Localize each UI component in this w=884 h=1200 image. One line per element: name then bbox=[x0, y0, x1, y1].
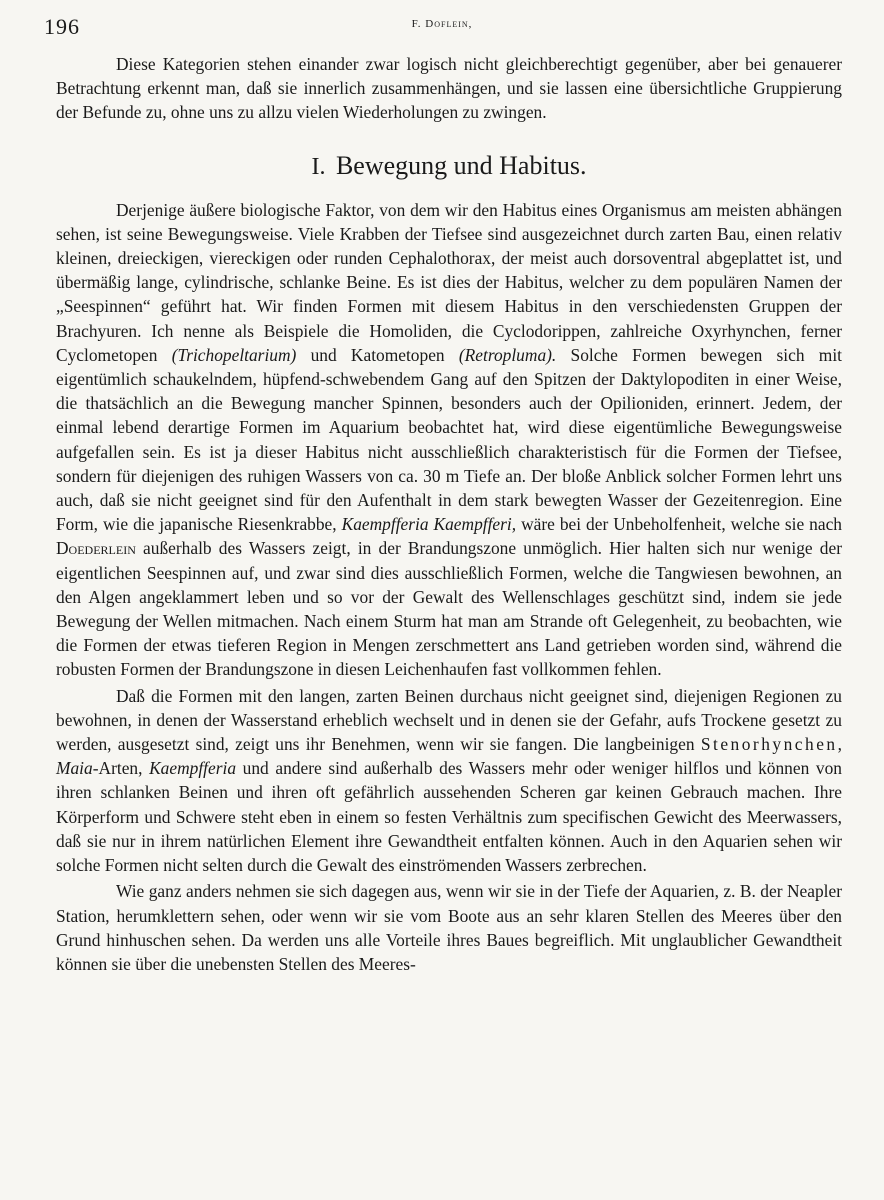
paragraph-1-text-a: Derjenige äußere biologische Faktor, von dem wir den Habitus eines Organismus am meisten abhängen sehen, ist seine Bewegungsweise. Viele Krabben der Tiefsee sind ausgezeichnet durch zarten Bau, einen relativ kleinen, dreieckigen, viereckigen oder runden Cephalothorax, der meist auch dorsoventral abgeplattet ist, und übermäßig lange, cylindrische, schlanke Beine. Es ist dies der Habitus, welcher zu dem populären Namen der „Seespinnen“ geführt hat. Wir finden Formen mit diesem Habitus in den verschiedensten Gruppen der Brachyuren. Ich nenne als Beispiele die Homoliden, die Cyclodorippen, zahlreiche Oxyrhynchen, ferner Cyclometopen bbox=[56, 199, 842, 365]
paragraph-3: Wie ganz anders nehmen sie sich dagegen aus, wenn wir sie in der Tiefe der Aquarien, z. B. der Neapler Station, herumklettern sehen, oder wenn wir sie vom Boote aus an sehr klaren Stellen des Meeres über den Grund hinhuschen sehen. Da werden uns alle Vorteile ihres Baues begreiflich. Mit unglaublicher Gewandtheit können sie über die unebensten Stellen des Meeres- bbox=[56, 881, 842, 974]
paragraph-1-text-d: wäre bei der Unbeholfenheit, welche sie nach bbox=[516, 514, 842, 535]
paragraph-1 bbox=[56, 198, 842, 682]
section-heading bbox=[56, 151, 842, 182]
paragraph-2 bbox=[56, 684, 842, 878]
paragraph-2-text-c: -Arten, bbox=[92, 758, 150, 779]
intro-paragraph: Diese Kategorien stehen einander zwar logisch nicht gleichberechtigt gegenüber, aber bei genauerer Betrachtung erkennt man, daß sie innerlich zusammenhängen, und sie lassen eine übersichtliche Gruppierung der Befunde zu, ohne uns zu allzu vielen Wiederholungen zu zwingen. bbox=[56, 54, 842, 123]
paragraph-1-text-b: und Katometopen bbox=[296, 344, 459, 365]
paragraph-2-text-a: Daß die Formen mit den langen, zarten Beinen durchaus nicht geeignet sind, diejenigen Regionen zu bewohnen, in denen der Wasserstand erheblich wechselt und in denen sie der Gefahr, aufs Trockene gesetzt zu werden, ausgesetzt sind, zeigt uns ihr Benehmen, wenn wir sie fangen. Die langbeinigen bbox=[56, 685, 842, 755]
paragraph-2-text-b: , bbox=[837, 734, 842, 755]
paragraph-1-text-c: Solche Formen bewegen sich mit eigentümlich schaukelndem, hüpfend-schwebendem Gang auf den Spitzen der Daktylopoditen in einer Weise, die thatsächlich an die Bewegung mancher Spinnen, besonders auch der Opilioniden, erinnert. Jedem, der einmal lebend derartige Formen im Aquarium beobachtet hat, wird diese eigentümliche Bewegungsweise aufgefallen sein. Es ist ja dieser Habitus nicht ausschließlich charakteristisch für die Formen der Tiefsee, sondern für diejenigen des ruhigen Wassers von ca. 30 m Tiefe an. Der bloße Anblick solcher Formen lehrt uns auch, daß sie nicht geeignet sind für den Aufenthalt in dem stark bewegten Wasser der Gezeitenregion. Eine Form, wie die japanische Riesenkrabbe, bbox=[56, 344, 842, 535]
section-number: I. bbox=[311, 153, 326, 180]
taxon-retropluma: (Retropluma). bbox=[458, 344, 557, 365]
taxon-maia: Maia bbox=[56, 758, 93, 779]
page-number: 196 bbox=[44, 14, 80, 39]
taxon-stenorhynchen: Stenorhynchen bbox=[700, 734, 838, 755]
taxon-kaempfferia: Kaempfferia Kaempfferi, bbox=[341, 514, 517, 535]
taxon-kaempfferia-2: Kaempfferia bbox=[149, 758, 237, 779]
section-title: Bewegung und Habitus. bbox=[335, 150, 587, 180]
taxon-trichopeltarium: (Trichopeltarium) bbox=[171, 344, 297, 365]
body-text bbox=[56, 52, 842, 976]
running-head-author: F. Doflein, bbox=[411, 18, 473, 30]
paragraph-2-text-d: und andere sind außerhalb des Wassers mehr oder weniger hilflos und können von ihren schlanken Beinen und ihren oft gefährlich aussehenden Scheren gar keinen Gebrauch machen. Ihre Körperform und Schwere steht eben in einem so festen Verhältnis zum specifischen Gewicht des Meerwassers, daß sie nur in ihrem natürlichen Element ihre Gewandtheit entfalten können. Auch in den Aquarien sehen wir solche Formen nicht selten durch die Gewalt des einströmenden Wassers zerbrechen. bbox=[56, 758, 842, 876]
author-name-doederlein: Doederlein bbox=[56, 538, 136, 559]
paragraph-1-text-e: außerhalb des Wassers zeigt, in der Brandungszone unmöglich. Hier halten sich nur wenige der eigentlichen Seespinnen auf, und zwar sind dies ausschließlich Formen, welche die Tangwiesen bewohnen, an den Algen angeklammert leben und so vor der Gewalt des Wellenschlages geschützt sind, indem sie jede Bewegung der Wellen mitmachen. Nach einem Sturm hat man am Strande oft Gelegenheit, zu beobachten, wie die Formen der etwas tieferen Region in Mengen zerschmettert ans Land getrieben worden sind, während die robusten Formen der Brandungszone in diesen Leichenhaufen fast vollkommen fehlen. bbox=[56, 538, 842, 680]
